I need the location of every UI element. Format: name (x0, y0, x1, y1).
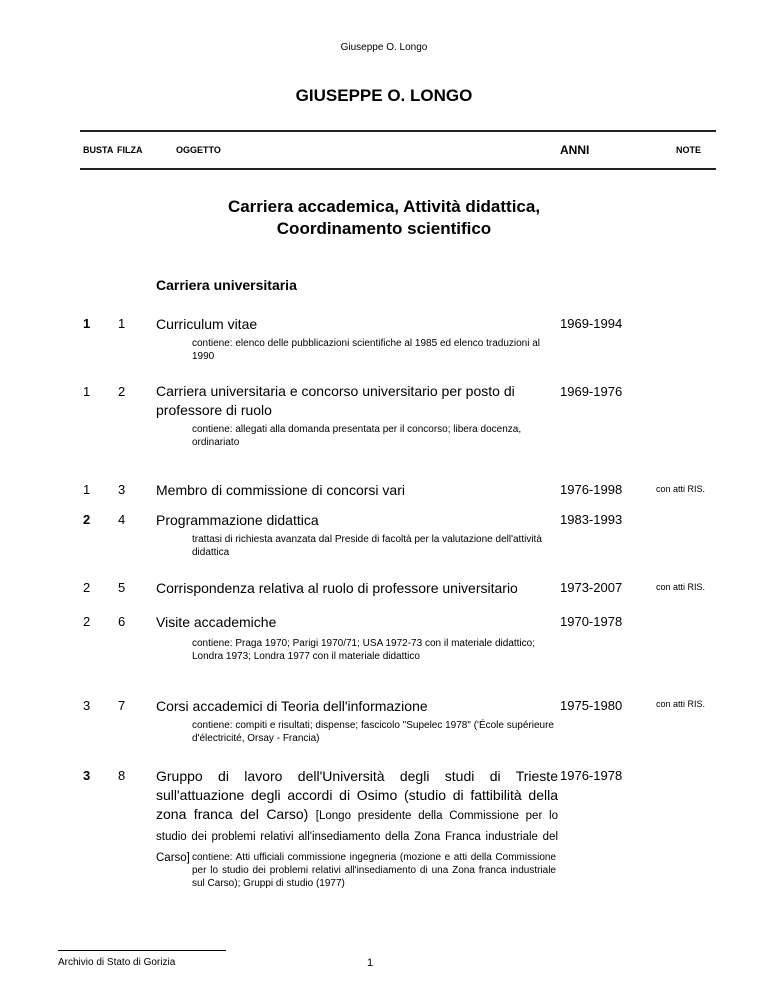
column-header-busta: BUSTA (83, 145, 114, 155)
entry-busta: 3 (83, 698, 91, 713)
entry-note: con atti RIS. (656, 484, 706, 494)
entry-filza: 5 (118, 580, 126, 595)
entry-description: trattasi di richiesta avanzata dal Preside di facoltà per la valutazione dell'attività didattica (192, 534, 542, 558)
header-top-rule (80, 130, 716, 132)
entry-title: Corrispondenza relativa al ruolo di professore universitario (156, 580, 518, 596)
column-header-oggetto: OGGETTO (176, 145, 221, 155)
page-title: GIUSEPPE O. LONGO (295, 86, 473, 105)
subsection-title: Carriera universitaria (156, 277, 297, 293)
entry-busta: 1 (83, 316, 91, 331)
entry-title-text: Gruppo di lavoro dell'Università degli studi di Trieste sull'attuazione degli accordi di Osimo (studio di fattibilità della zona franca del Carso) (156, 768, 558, 822)
entry-title: Programmazione didattica (156, 512, 319, 528)
entry-description: contiene: Praga 1970; Parigi 1970/71; USA 1972-73 con il materiale didattico; Londra 1973; Londra 1977 con il materiale didattico (192, 638, 535, 662)
entry-description: contiene: allegati alla domanda presentata per il concorso; libera docenza, ordinariato (192, 424, 522, 448)
entry-filza: 4 (118, 512, 126, 527)
entry-filza: 8 (118, 768, 126, 783)
entry-years: 1976-1998 (560, 482, 623, 497)
entry-filza: 6 (118, 614, 126, 629)
section-title (0, 196, 768, 240)
section-title-line-1: Carriera accademica, Attività didattica, (227, 197, 541, 216)
entry-description: contiene: Atti ufficiali commissione ingegneria (mozione e atti della Commissione per lo studio dei problemi relativi all'insediamento di una Zona franca industriale sul Carso); Gruppi di studio (1977) (192, 852, 556, 889)
entry-note: con atti RIS. (656, 699, 706, 709)
column-header-anni: ANNI (560, 143, 590, 157)
entry-busta: 2 (83, 614, 91, 629)
entry-filza: 2 (118, 384, 126, 399)
entry-description: contiene: compiti e risultati; dispense; fascicolo "Supelec 1978" ('École supérieure d'électricité, Orsay - Francia) (192, 720, 554, 744)
entry-note: con atti RIS. (656, 582, 706, 592)
footer-archive: Archivio di Stato di Gorizia (58, 957, 176, 968)
entry-title-note: [Longo presidente della Commissione per lo studio dei problemi relativi all'insediamento della Zona Franca industriale del Carso] (156, 810, 558, 864)
entry-busta: 1 (83, 482, 91, 497)
column-header-filza: FILZA (117, 145, 143, 155)
entry-busta: 3 (83, 768, 91, 783)
entry-title: Curriculum vitae (156, 316, 258, 332)
entry-years: 1975-1980 (560, 698, 623, 713)
entry-filza: 1 (118, 316, 126, 331)
entry-years: 1969-1994 (560, 316, 623, 331)
running-header: Giuseppe O. Longo (340, 42, 428, 53)
entry-title: Visite accademiche (156, 614, 277, 630)
section-title-line-2: Coordinamento scientifico (276, 219, 492, 238)
entry-years: 1969-1976 (560, 384, 623, 399)
entry-filza: 3 (118, 482, 126, 497)
page-number: 1 (367, 957, 374, 969)
entry-title: Carriera universitaria e concorso universitario per posto di professore di ruolo (156, 383, 515, 418)
entry-busta: 2 (83, 580, 91, 595)
header-bottom-rule (80, 168, 716, 170)
column-header-note: NOTE (676, 145, 702, 155)
entry-years: 1976-1978 (560, 768, 623, 783)
entry-years: 1970-1978 (560, 614, 623, 629)
entry-description: contiene: elenco delle pubblicazioni scientifiche al 1985 ed elenco traduzioni al 1990 (192, 338, 541, 362)
entry-years: 1983-1993 (560, 512, 623, 527)
entry-busta: 2 (83, 512, 91, 527)
entry-busta: 1 (83, 384, 91, 399)
footer-rule (58, 950, 226, 951)
entry-filza: 7 (118, 698, 126, 713)
entry-years: 1973-2007 (560, 580, 623, 595)
entry-title: Membro di commissione di concorsi vari (156, 482, 405, 498)
entry-title: Corsi accademici di Teoria dell'informazione (156, 698, 428, 714)
